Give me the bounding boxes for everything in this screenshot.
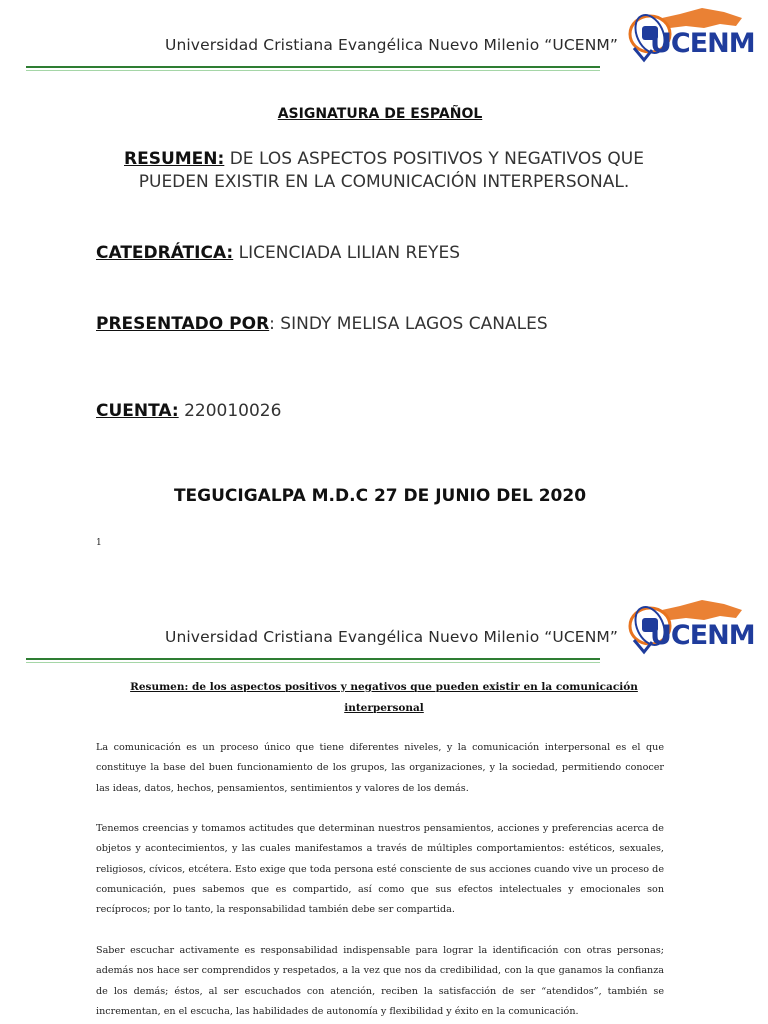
header-divider-light [26, 70, 600, 71]
header-divider-2 [26, 658, 600, 660]
header-divider [26, 66, 600, 68]
presenter-colon: : [269, 314, 275, 334]
account-field [96, 401, 281, 421]
subject-title: ASIGNATURA DE ESPAÑOL [277, 106, 483, 122]
logo-text: UCENM [650, 620, 755, 651]
paragraph-1: La comunicación es un proceso único que tiene diferentes niveles, y la comunicación interpersonal es el que constituye la base del buen funcionamiento de los grupos, las organizaciones, y la sociedad, permitiendo conocer las ideas, datos, hechos, pensamientos, sentimientos y valores de los demás. [96, 742, 664, 794]
logo-text: UCENM [650, 28, 755, 59]
account-label: CUENTA: [96, 401, 179, 421]
document-title: Resumen: de los aspectos positivos y negativos que pueden existir en la comunicación interpersonal [130, 681, 638, 714]
summary-heading [100, 148, 668, 194]
presenter-value: SINDY MELISA LAGOS CANALES [274, 314, 548, 334]
header-university-name: Universidad Cristiana Evangélica Nuevo Milenio “UCENM” [165, 36, 618, 54]
teacher-field [96, 243, 460, 263]
teacher-label: CATEDRÁTICA: [96, 243, 234, 263]
paragraph-3: Saber escuchar activamente es responsabilidad indispensable para lograr la identificación con otras personas; además nos hace ser comprendidos y respetados, a la vez que nos da credibilidad, con la que ganamos la confianza de los demás; éstos, al ser escuchados con atención, reciben la satisfacción de ser “atendidos”, también se incrementan, en el escucha, las habilidades de autonomía y flexibilidad y éxito en la comunicación. [96, 945, 664, 1017]
ucenm-logo [624, 4, 756, 68]
summary-label: RESUMEN: [124, 149, 225, 169]
teacher-value: LICENCIADA LILIAN REYES [233, 243, 460, 263]
account-value: 220010026 [178, 401, 282, 421]
header-university-name-2: Universidad Cristiana Evangélica Nuevo Milenio “UCENM” [165, 628, 618, 646]
place-date: TEGUCIGALPA M.D.C 27 DE JUNIO DEL 2020 [173, 486, 587, 506]
presenter-label: PRESENTADO POR [96, 314, 270, 334]
ucenm-logo-2 [624, 596, 756, 660]
summary-text: DE LOS ASPECTOS POSITIVOS Y NEGATIVOS QUE PUEDEN EXISTIR EN LA COMUNICACIÓN INTERPERSONAL. [138, 149, 644, 192]
header-divider-light-2 [26, 662, 600, 663]
paragraph-2: Tenemos creencias y tomamos actitudes que determinan nuestros pensamientos, acciones y preferencias acerca de objetos y acontecimientos, y las cuales manifestamos a través de múltiples comportamientos: estéticos, sexuales, religiosos, cívicos, etcétera. Esto exige que toda persona esté consciente de sus acciones cuando vive un proceso de comunicación, pues sabemos que es compartido, así como que sus efectos intelectuales y emocionales son recíprocos; por lo tanto, la responsabilidad también debe ser compartida. [96, 823, 664, 916]
presenter-field [96, 314, 548, 334]
page-number: 1 [96, 538, 102, 548]
